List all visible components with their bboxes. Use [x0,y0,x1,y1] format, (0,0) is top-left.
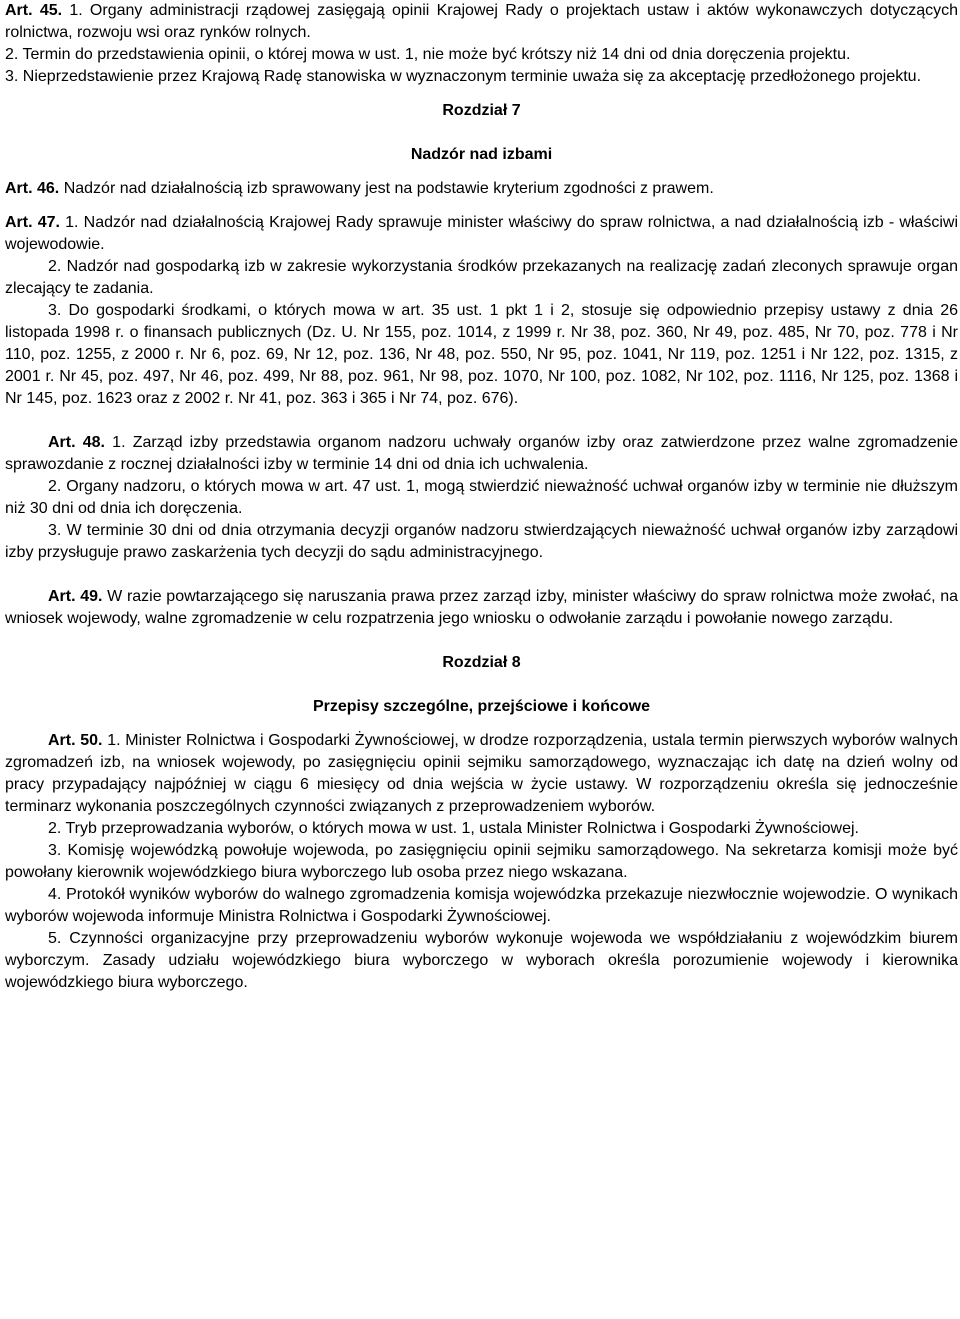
spacer [5,122,958,144]
art45-text-1: 1. Organy administracji rządowej zasięgają opinii Krajowej Rady o projektach ustaw i aktów wykonawczych dotyczących rolnictwa, rozwoju wsi oraz rynków rolnych. [5,2,958,41]
art47-paragraph-1 [5,212,958,256]
spacer [5,200,958,212]
art49-label: Art. 49. [48,588,103,605]
art49-paragraph [5,586,958,630]
spacer [5,88,958,100]
art47-paragraph-2: 2. Nadzór nad gospodarką izb w zakresie wykorzystania środków przekazanych na realizację zadań zleconych sprawuje organ zlecający te zadania. [5,258,958,297]
art45-paragraph-1 [5,0,958,44]
spacer [5,630,958,652]
art45-paragraph-2: 2. Termin do przedstawienia opinii, o której mowa w ust. 1, nie może być krótszy niż 14 dni od dnia doręczenia projektu. [5,46,851,63]
art48-label: Art. 48. [48,434,105,451]
art48-text-1: 1. Zarząd izby przedstawia organom nadzoru uchwały organów izby oraz zatwierdzone przez walne zgromadzenie sprawozdanie z rocznej działalności izby w terminie 14 dni od dnia ich uchwalenia. [5,434,958,473]
art50-paragraph-3: 3. Komisję wojewódzką powołuje wojewoda, po zasięgnięciu opinii sejmiku samorządowego. Na sekretarza komisji może być powołany kierownik wojewódzkiego biura wyborczego lub osoba przez niego wskazana. [5,842,958,881]
spacer [5,718,958,730]
chapter7-title: Nadzór nad izbami [410,146,553,163]
art47-text-1: 1. Nadzór nad działalnością Krajowej Rady sprawuje minister właściwy do spraw rolnictwa, a nad działalnością izb - właściwi wojewodowie. [5,214,958,253]
spacer [5,166,958,178]
art50-text-1: 1. Minister Rolnictwa i Gospodarki Żywnościowej, w drodze rozporządzenia, ustala termin pierwszych wyborów walnych zgromadzeń izb, na wniosek wojewody, po zasięgnięciu opinii sejmiku samorządowego, wyznaczając ich datę na dzień wolny od pracy przypadający najpóźniej w ciągu 6 miesięcy od dnia wejścia w życie ustawy. W rozporządzeniu określa się jednocześnie terminarz wykonania poszczególnych czynności związanych z przeprowadzeniem wyborów. [5,732,958,815]
spacer [5,564,958,586]
chapter7-number: Rozdział 7 [442,102,521,119]
spacer [5,410,958,432]
art48-paragraph-1 [5,432,958,476]
art49-text: W razie powtarzającego się naruszania prawa przez zarząd izby, minister właściwy do spraw rolnictwa może zwołać, na wniosek wojewody, walne zgromadzenie w celu rozpatrzenia jego wniosku o odwołanie zarządu i powołanie nowego zarządu. [5,588,959,627]
art48-paragraph-2: 2. Organy nadzoru, o których mowa w art. 47 ust. 1, mogą stwierdzić nieważność uchwał organów izby w terminie nie dłuższym niż 30 dni od dnia ich doręczenia. [5,478,958,517]
chapter8-number: Rozdział 8 [442,654,521,671]
art50-paragraph-4: 4. Protokół wyników wyborów do walnego zgromadzenia komisja wojewódzka przekazuje niezwłocznie wojewodzie. O wynikach wyborów wojewoda informuje Ministra Rolnictwa i Gospodarki Żywnościowej. [5,886,958,925]
chapter8-title: Przepisy szczególne, przejściowe i końcowe [312,698,650,715]
art50-label: Art. 50. [48,732,103,749]
art48-paragraph-3: 3. W terminie 30 dni od dnia otrzymania decyzji organów nadzoru stwierdzających nieważność uchwał organów izby zarządowi izby przysługuje prawo zaskarżenia tych decyzji do sądu administracyjnego. [5,522,958,561]
art47-label: Art. 47. [5,214,60,231]
art45-paragraph-3: 3. Nieprzedstawienie przez Krajową Radę stanowiska w wyznaczonym terminie uważa się za akceptację przedłożonego projektu. [5,68,922,85]
art50-paragraph-2: 2. Tryb przeprowadzania wyborów, o których mowa w ust. 1, ustala Minister Rolnictwa i Gospodarki Żywnościowej. [48,820,859,837]
art46-text: Nadzór nad działalnością izb sprawowany jest na podstawie kryterium zgodności z prawem. [59,180,714,197]
art50-paragraph-5: 5. Czynności organizacyjne przy przeprowadzeniu wyborów wykonuje wojewoda we współdziałaniu z wojewódzkim biurem wyborczym. Zasady udziału wojewódzkiego biura wyborczego w wyborach określa porozumienie wojewody i kierownika wojewódzkiego biura wyborczego. [5,930,958,991]
art46-paragraph [5,178,958,200]
art47-paragraph-3: 3. Do gospodarki środkami, o których mowa w art. 35 ust. 1 pkt 1 i 2, stosuje się odpowiednio przepisy ustawy z dnia 26 listopada 1998 r. o finansach publicznych (Dz. U. Nr 155, poz. 1014, z 1999 r. Nr 38, poz. 360, Nr 49, poz. 485, Nr 70, poz. 778 i Nr 110, poz. 1255, z 2000 r. Nr 6, poz. 69, Nr 12, poz. 136, Nr 48, poz. 550, Nr 95, poz. 1041, Nr 119, poz. 1251 i Nr 122, poz. 1315, z 2001 r. Nr 45, poz. 497, Nr 46, poz. 499, Nr 88, poz. 961, Nr 98, poz. 1070, Nr 100, poz. 1082, Nr 102, poz. 1116, Nr 125, poz. 1368 i Nr 145, poz. 1623 oraz z 2002 r. Nr 41, poz. 363 i 365 i Nr 74, poz. 676). [5,302,958,407]
document-page [5,0,958,994]
spacer [5,674,958,696]
art45-label: Art. 45. [5,2,63,19]
art46-label: Art. 46. [5,180,60,197]
art50-paragraph-1 [5,730,958,818]
